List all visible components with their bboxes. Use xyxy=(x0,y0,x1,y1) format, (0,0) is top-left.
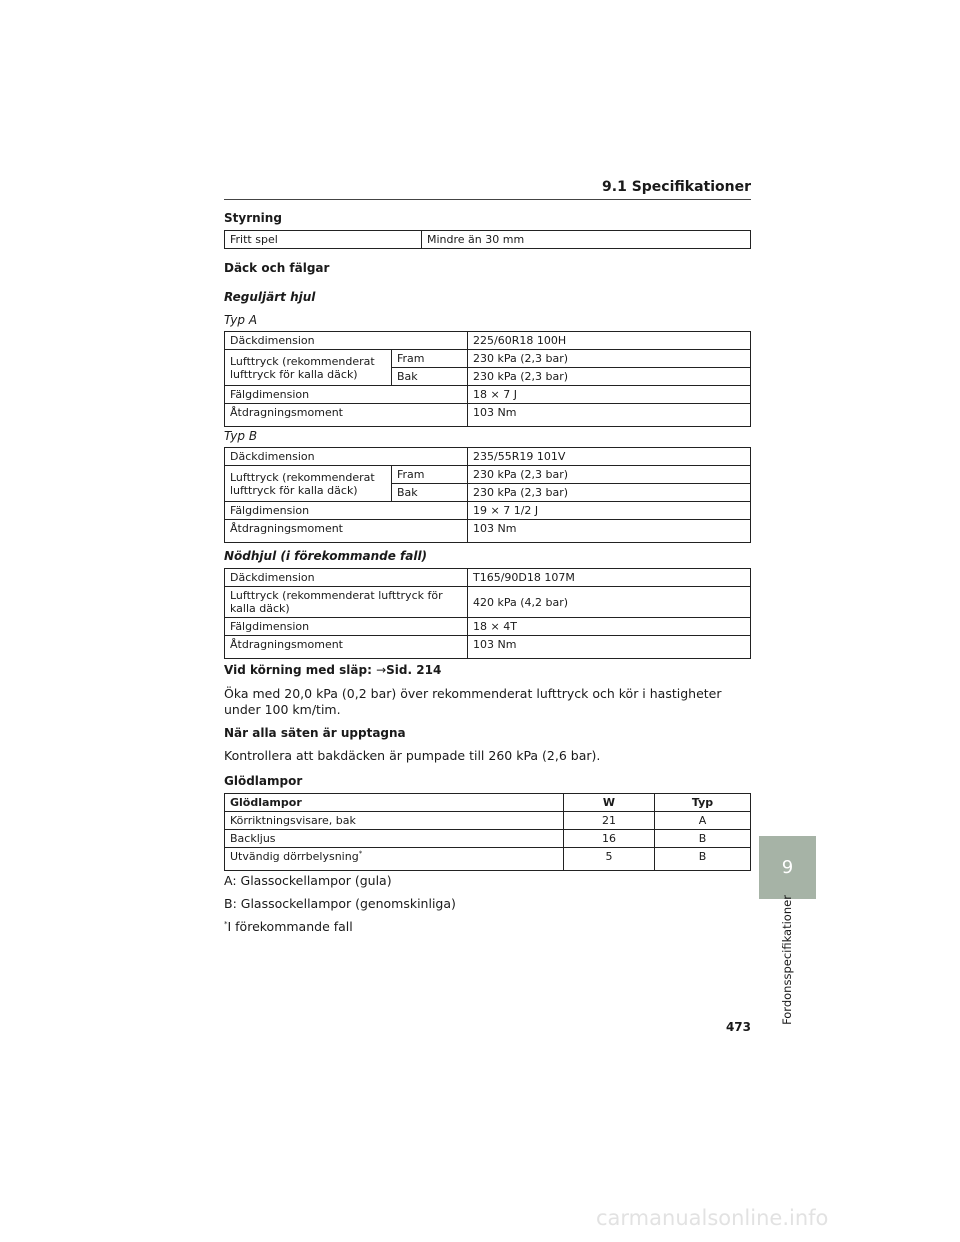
footnote xyxy=(224,919,751,935)
type-b-table-wrap xyxy=(224,447,751,543)
torque-label: Åtdragningsmoment xyxy=(225,520,468,543)
column-header: Typ xyxy=(655,794,751,812)
bulb-watt: 21 xyxy=(564,812,655,830)
table-row xyxy=(225,587,751,618)
towing-heading xyxy=(224,662,751,678)
type-b-table xyxy=(224,447,751,543)
bulbs-table-wrap xyxy=(224,793,751,871)
pressure-value: 420 kPa (4,2 bar) xyxy=(468,587,751,618)
bulb-watt: 5 xyxy=(564,848,655,871)
rim-label: Fälgdimension xyxy=(225,618,468,636)
column-header: Glödlampor xyxy=(225,794,564,812)
dimension-label: Däckdimension xyxy=(225,332,468,350)
pressure-label: Lufttryck (rekommenderat lufttryck för kalla däck) xyxy=(225,466,392,502)
spare-table xyxy=(224,568,751,659)
front-label: Fram xyxy=(392,466,468,484)
watermark: carmanualsonline.info xyxy=(596,1206,829,1230)
table-row xyxy=(225,618,751,636)
table-row xyxy=(225,466,751,484)
steering-table xyxy=(224,230,751,249)
dimension-value: 225/60R18 100H xyxy=(468,332,751,350)
footnote-marker: * xyxy=(358,849,363,858)
rear-label: Bak xyxy=(392,484,468,502)
steering-label: Fritt spel xyxy=(225,231,422,249)
type-a-table-wrap xyxy=(224,331,751,427)
column-header: W xyxy=(564,794,655,812)
towing-text: Öka med 20,0 kPa (0,2 bar) över rekommenderat lufttryck och kör i hastigheter under 100 km/tim. xyxy=(224,686,722,717)
page-reference-link[interactable]: Sid. 214 xyxy=(386,663,442,677)
bulbs-heading: Glödlampor xyxy=(224,774,303,788)
bulb-name: Utvändig dörrbelysning xyxy=(230,850,359,863)
type-a-table xyxy=(224,331,751,427)
table-row xyxy=(225,569,751,587)
front-label: Fram xyxy=(392,350,468,368)
table-row xyxy=(225,350,751,368)
pressure-label: Lufttryck (rekommenderat lufttryck för kalla däck) xyxy=(225,587,468,618)
bulb-name: Körriktningsvisare, bak xyxy=(225,812,564,830)
table-row xyxy=(225,848,751,871)
bulb-type: A xyxy=(655,812,751,830)
footnote-marker: * xyxy=(224,919,228,928)
bulb-name: Backljus xyxy=(225,830,564,848)
front-value: 230 kPa (2,3 bar) xyxy=(468,466,751,484)
chapter-label: Fordonsspecifikationer xyxy=(780,895,794,1025)
table-row xyxy=(225,812,751,830)
bulb-note-a: A: Glassockellampor (gula) xyxy=(224,873,392,888)
chapter-number: 9 xyxy=(781,857,794,878)
table-row xyxy=(225,231,751,249)
rear-label: Bak xyxy=(392,368,468,386)
dimension-label: Däckdimension xyxy=(225,448,468,466)
table-row xyxy=(225,404,751,427)
front-value: 230 kPa (2,3 bar) xyxy=(468,350,751,368)
bulb-type: B xyxy=(655,830,751,848)
rim-value: 19 × 7 1/2 J xyxy=(468,502,751,520)
bulb-type: B xyxy=(655,848,751,871)
rim-label: Fälgdimension xyxy=(225,502,468,520)
spare-table-wrap xyxy=(224,568,751,659)
dimension-value: 235/55R19 101V xyxy=(468,448,751,466)
table-row xyxy=(225,502,751,520)
footnote-text: I förekommande fall xyxy=(227,919,353,934)
bulb-name-cell xyxy=(225,848,564,871)
towing-heading-text: Vid körning med släp: xyxy=(224,663,372,677)
page-number: 473 xyxy=(725,1020,751,1034)
steering-heading: Styrning xyxy=(224,211,282,225)
spare-heading: Nödhjul (i förekommande fall) xyxy=(224,549,428,563)
torque-label: Åtdragningsmoment xyxy=(225,404,468,427)
table-row xyxy=(225,520,751,543)
type-a-label: Typ A xyxy=(224,313,258,327)
arrow-icon: → xyxy=(376,663,387,677)
torque-value: 103 Nm xyxy=(468,404,751,427)
tires-heading: Däck och fälgar xyxy=(224,261,330,275)
torque-label: Åtdragningsmoment xyxy=(225,636,468,659)
steering-section xyxy=(224,210,751,249)
torque-value: 103 Nm xyxy=(468,636,751,659)
rim-value: 18 × 4T xyxy=(468,618,751,636)
rear-value: 230 kPa (2,3 bar) xyxy=(468,484,751,502)
rim-label: Fälgdimension xyxy=(225,386,468,404)
torque-value: 103 Nm xyxy=(468,520,751,543)
chapter-tab[interactable] xyxy=(759,836,816,899)
rear-value: 230 kPa (2,3 bar) xyxy=(468,368,751,386)
dimension-label: Däckdimension xyxy=(225,569,468,587)
section-header: 9.1 Specifikationer xyxy=(224,177,751,200)
bulb-note-b: B: Glassockellampor (genomskinliga) xyxy=(224,896,456,911)
bulb-watt: 16 xyxy=(564,830,655,848)
rim-value: 18 × 7 J xyxy=(468,386,751,404)
dimension-value: T165/90D18 107M xyxy=(468,569,751,587)
table-header-row xyxy=(225,794,751,812)
table-row xyxy=(225,448,751,466)
bulbs-table xyxy=(224,793,751,871)
table-row xyxy=(225,636,751,659)
table-row xyxy=(225,386,751,404)
regular-wheel-heading: Reguljärt hjul xyxy=(224,290,316,304)
steering-value: Mindre än 30 mm xyxy=(422,231,751,249)
pressure-label: Lufttryck (rekommenderat lufttryck för kalla däck) xyxy=(225,350,392,386)
type-b-label: Typ B xyxy=(224,429,258,443)
table-row xyxy=(225,830,751,848)
table-row xyxy=(225,332,751,350)
full-seats-text: Kontrollera att bakdäcken är pumpade till 260 kPa (2,6 bar). xyxy=(224,748,601,763)
full-seats-heading: När alla säten är upptagna xyxy=(224,726,406,740)
